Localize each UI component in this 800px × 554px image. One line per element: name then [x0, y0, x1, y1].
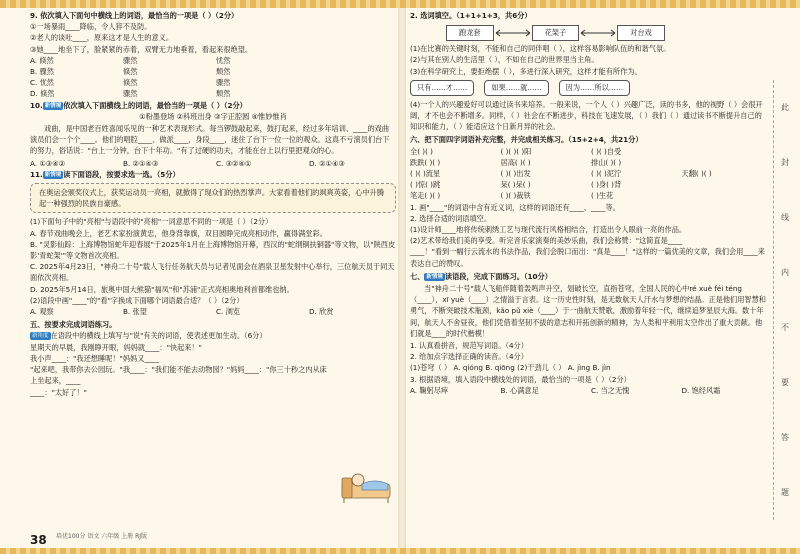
- q10-title: 10. 新情境 依次填入下面横线上的词语，最恰当的一项是（ ）（2分）: [30, 100, 247, 110]
- section-7-passage: 当"神舟二十号"载人飞船伴随着轰鸣声升空，划破长空，直指苍穹，全国人民的心中ré xuè féi téng（____），xī yuè（____）之情溢于言表。这一历史性时刻，是无数航天人汗水与梦想的结晶。正是他们用智慧和勇气，不断突破技术瓶颈，kǎo pǔ xiè（____）于一曲航天赞歌，激励着年轻一代，继续追梦星辰大海。数十年间，航天人不舍昼夜，他们凭借着坚韧不拔的意志和开拓创新的精神，为人类和平利用太空作出了重大贡献。他们就是____的时代楷模！: [410, 284, 766, 338]
- q11-option-a[interactable]: A. 春节戏曲晚会上，老艺术家扮演黄忠，他身背靠旗，双目圆睁完成亮相动作，赢得满堂彩。: [30, 228, 327, 238]
- q10-option-d[interactable]: D. ②①④③: [309, 158, 345, 168]
- section-6-q1: 1. 画"____"的词语中含有近义词，这样的词语还有____、____等。: [410, 202, 620, 212]
- seal-char: 不: [781, 323, 789, 332]
- section-6-title: 六、把下面四字词语补充完整，并完成相关练习。（15+2+4，共21分）: [410, 135, 643, 145]
- q10-options: [30, 158, 396, 169]
- sleeping-child-illustration: [338, 460, 394, 504]
- section-6-q2b: (2)艺术带给我们美的享受。听完音乐家演奏的美妙乐曲，我们会称赞："这简直是____: [410, 236, 683, 246]
- seal-char: 线: [781, 213, 789, 222]
- section-7-number: 七、: [410, 271, 425, 281]
- idiom-cell[interactable]: ( )( )裁铁: [500, 191, 531, 201]
- double-arrow-icon: [494, 29, 532, 37]
- new-angle-tag: 新角度: [32, 333, 49, 340]
- q11-sub2-options: [30, 306, 396, 317]
- q9-line-1: ①一场暴雨____降临，令人猝不及防。: [30, 22, 152, 32]
- section-5-question: [30, 330, 396, 341]
- section-7-title-text: 读语段，完成下面练习。（10分）: [444, 271, 552, 281]
- connector-word: 因为……所以……: [559, 80, 631, 96]
- chain-word: 跑龙套: [446, 25, 494, 41]
- q10-title-text: 依次填入下面横线上的词语，最恰当的一项是（ ）（2分）: [63, 100, 247, 110]
- r-q2-line-2: (2)与其在别人的生活里（ ），不如在自己的世界里当主角。: [410, 55, 599, 65]
- chain-word: 对台戏: [617, 25, 665, 41]
- idiom-cell[interactable]: 天翻( )( ): [681, 169, 712, 179]
- q10-option-c[interactable]: C. ③②④①: [216, 158, 252, 168]
- seal-char: 要: [781, 378, 789, 387]
- connector-word: 只有……才……: [410, 80, 474, 96]
- seal-char: 内: [781, 268, 789, 277]
- idiom-cell[interactable]: 排山( )( ): [591, 157, 622, 167]
- q9-option[interactable]: A. 倏然: [30, 55, 54, 65]
- q9-line-2: ②老人的谈吐____，原来这才是人生的意义。: [30, 33, 174, 43]
- q9-line-3: ③她____地坐下了，脸紧紧的赤着，双臂无力地垂着，看起来很绝望。: [30, 44, 253, 54]
- q9-option-word: 颓然: [216, 89, 231, 99]
- idiom-cell[interactable]: ( )( )( )阳: [500, 146, 532, 156]
- q9-option-word: 骤然: [123, 55, 138, 65]
- idiom-cell[interactable]: ( )( )流星: [410, 169, 441, 179]
- r-q2-line-1: (1)在比赛的关键时刻，不能和自己的同伴唱（ ），这样容易影响队伍的和谐气氛。: [410, 44, 671, 54]
- section-5-line-2: 我小声____："我还想睡呢！"妈妈又____: [30, 353, 159, 363]
- idiom-cell[interactable]: 笔走( )( ): [410, 191, 441, 201]
- q11-sub2-option-b[interactable]: B. 张望: [123, 307, 147, 317]
- q10-option-b[interactable]: B. ②①④③: [123, 158, 159, 168]
- q9-title: 9. 依次填入下面句中横线上的词语，最恰当的一项是（ ）（2分）: [30, 11, 239, 20]
- section-7-option-c[interactable]: C. 当之无愧: [591, 385, 630, 395]
- idiom-cell[interactable]: ( )惊( )跳: [410, 180, 441, 190]
- seal-char: 答: [781, 433, 789, 442]
- section-7-q1: 1. 认真看拼音，规范写词语。（4分）: [410, 341, 528, 351]
- section-6-q2a: (1)设计师____地将传统刺绣工艺与现代流行风格相结合，打造出令人眼前一亮的作品。: [410, 225, 687, 235]
- section-7-option-b[interactable]: B. 心满意足: [500, 385, 539, 395]
- section-6-q2: 2. 选择合适的词语填空。: [410, 213, 492, 223]
- q11-title-text: 读下面语段，按要求选一选。（5分）: [63, 169, 180, 179]
- q10-passage: 戏曲，是中国老百姓喜闻乐见的一种艺术表现形式。每当锣鼓敲起来，鼓打起来，经过多年培训、____的戏曲演员们会一个个____。他们的唱腔____、做派____，身段____，迷住了台下一位一位的观众。这真不亏演员们台下的努力，俗话说："台上一分钟，台下十年功。"有了过硬的功夫，才能在台上以行里把观众的心。: [30, 124, 390, 156]
- q11-number: 11.: [30, 169, 43, 179]
- section-5-question-text: 在语段中的横线上填写与"说"有关的词语，使表述更加生动。（6分）: [50, 331, 267, 341]
- idiom-cell[interactable]: ( )( )自受: [591, 146, 622, 156]
- q9-option-word: 倏然: [123, 78, 138, 88]
- q9-option[interactable]: B. 骤然: [30, 67, 54, 77]
- bottom-border: [0, 548, 800, 554]
- section-7-q2: 2. 给加点字选择正确的读音。（4分）: [410, 352, 528, 362]
- q11-sub2-option-a[interactable]: A. 观察: [30, 307, 54, 317]
- chain-word: 花架子: [532, 25, 580, 41]
- r-q2-line-3: (3)在科学研究上，要拒绝摆（ ），多进行深入研究，这样才能有所作为。: [410, 66, 642, 76]
- section-7-option-d[interactable]: D. 饱经风霜: [681, 385, 721, 395]
- q11-sub2-option-c[interactable]: C. 浏览: [216, 307, 240, 317]
- section-5-line-3: "起来吧，我带你去公园玩。"我____："我们能不能去动物园？"妈妈____："你三十秒之内从床上坐起来，____: [30, 365, 327, 386]
- q9-option[interactable]: D. 倏然: [30, 89, 55, 99]
- section-7-option-a[interactable]: A. 鞠躬尽瘁: [410, 385, 449, 395]
- left-page: [30, 10, 396, 544]
- q11-title: [30, 169, 396, 180]
- idiom-fill-grid: [410, 146, 766, 202]
- connector-word: 如果……就……: [484, 80, 548, 96]
- q9-option-word: 骤然: [216, 78, 231, 88]
- page-number: 38: [30, 532, 47, 544]
- section-5-line-1: 星期天的早晨，我刚睁开眼，妈妈就____："快起来！": [30, 342, 202, 352]
- q11-sub1: (1)下面句子中的"亮相"与语段中的"亮相"一词意思不同的一项是（ ）（2分）: [30, 217, 273, 227]
- q11-option-b[interactable]: B. "灵影仙踪：上海博物馆蛇年迎春展"于2025年1月在上海博物馆开幕，西汉的"蛇纲铜扶铜器"等文物，以"陕西皮影'青蛇架'"等文物首次亮相。: [30, 239, 396, 261]
- connector-boxes: [410, 80, 766, 96]
- q11-option-d[interactable]: D. 2025年5月14日，旅奥中国大熊猫"福凤"和"苏浦"正式亮相奥地利首都维也纳。: [30, 284, 294, 294]
- idiom-cell[interactable]: ( )生花: [591, 191, 614, 201]
- section-7-title: [410, 271, 766, 282]
- new-context-tag: 新情境: [44, 171, 62, 178]
- seal-char: 封: [781, 158, 789, 167]
- section-7-q2a: (1)苍穹（ ） A. qióng B. qiōng (2)干劲儿（ ） A. jìng B. jìn: [410, 363, 611, 373]
- idiom-cell[interactable]: ( )( )出发: [500, 169, 531, 179]
- section-7-q3-options: [410, 385, 766, 396]
- page-gutter: [398, 8, 406, 548]
- idiom-cell[interactable]: ( )身( )背: [591, 180, 622, 190]
- page-footer: 培优100分 语文 六年级 上册 RJ版: [56, 532, 148, 540]
- idiom-cell[interactable]: 全( )( ): [410, 146, 433, 156]
- seal-line-margin: [773, 80, 796, 520]
- q10-words: ①粉墨登场 ②科班出身 ③字正腔圆 ④惟妙惟肖: [139, 111, 287, 121]
- seal-char: 题: [781, 488, 789, 497]
- top-border: [0, 0, 800, 8]
- idiom-cell[interactable]: ( )( )泥泞: [591, 169, 622, 179]
- idiom-cell[interactable]: 居高( )( ): [500, 157, 531, 167]
- q10-option-a[interactable]: A. ①③④②: [30, 158, 66, 168]
- double-arrow-icon: [579, 29, 617, 37]
- right-page: [410, 10, 766, 544]
- q9-option-word: 倏然: [123, 67, 138, 77]
- q11-sub2-option-d[interactable]: D. 欣赏: [309, 307, 334, 317]
- seal-char: 此: [781, 103, 789, 112]
- section-5-line-4: ____："太好了！": [30, 387, 87, 397]
- section-5-title: 五、按要求完成词语练习。: [30, 320, 117, 330]
- new-context-tag: 新情境: [426, 273, 443, 280]
- r-q2-title: 2. 选词填空。（1+1+1+3，共6分）: [410, 11, 532, 20]
- idiom-chain: [446, 25, 766, 41]
- q11-option-c[interactable]: C. 2025年4月23日，"神舟二十号"载人飞行任务航天员与记者见面会在酒泉卫星发射中心举行，三位航天员于同天面依次亮相。: [30, 262, 395, 283]
- q9-options: [30, 55, 396, 100]
- idiom-cell[interactable]: 呆( )呆( ): [500, 180, 531, 190]
- section-7-q3: 3. 根据语境，填入语段中横线处的词语，最恰当的一项是（ ）（2分）: [410, 374, 631, 384]
- q9-option-word: 颓然: [216, 67, 231, 77]
- idiom-cell[interactable]: 跌跌( )( ): [410, 157, 441, 167]
- q9-option-word: 骤然: [123, 89, 138, 99]
- section-6-q2c: ____！"看到一幅行云流水的书法作品，我们会脱口而出："真是____！"这样的一篇优美的文章，我们会用____来表达自己的赞叹。: [410, 247, 765, 268]
- new-context-tag: 新情境: [44, 102, 62, 109]
- q11-passage-box: 在奥运会颁奖仪式上，获奖运动员一亮相，就掀得了现众们的热烈掌声。大家看着他们的飒爽英姿，心中升腾起一种强烈的民族自豪感。: [30, 183, 396, 213]
- r-q2-line-4: (4)一个人的兴趣爱好可以通过读书来培养。一般来说，一个人（ ）兴趣广泛，读的书多，他的视野（ ）会很开阔，才不也会不断增多。同样，（ ）社会在不断进步，科技在飞速发展，（ ）我们（ ）通过读书不断提升自己的知识和能力，（ ）能适应这个日新月异的社会。: [410, 99, 763, 132]
- q11-sub2: (2)语段中画"____"的"看"字换成下面哪个词语最合适？（ ）（2分）: [30, 295, 244, 305]
- q9-option-word: 忧然: [216, 55, 231, 65]
- q9-option[interactable]: C. 忧然: [30, 78, 54, 88]
